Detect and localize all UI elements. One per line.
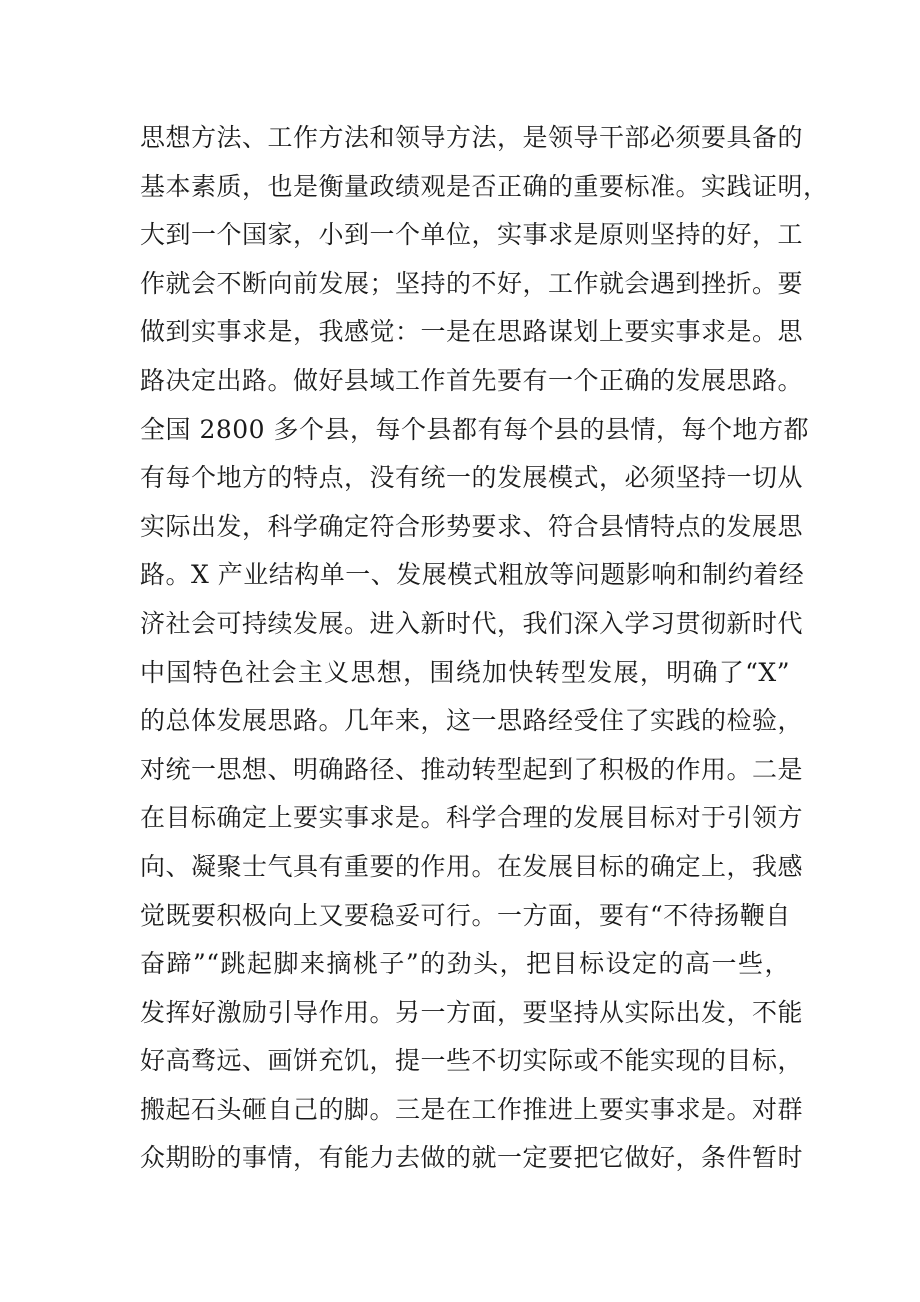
text-line-15: 在目标确定上要实事求是。科学合理的发展目标对于引领方 <box>140 803 804 833</box>
text-line-1: 思想方法、工作方法和领导方法，是领导干部必须要具备的 <box>140 123 804 152</box>
text-line-9: 实际出发，科学确定符合形势要求、符合县情特点的发展思 <box>140 511 804 541</box>
text-line-10: 路。X 产业结构单一、发展模式粗放等问题影响和制约着经 <box>140 560 805 590</box>
text-line-22: 众期盼的事情，有能力去做的就一定要把它做好，条件暂时 <box>140 1143 804 1173</box>
text-line-3: 大到一个国家，小到一个单位，实事求是原则坚持的好，工 <box>140 220 804 250</box>
text-line-17: 觉既要积极向上又要稳妥可行。一方面，要有“不待扬鞭自 <box>140 900 791 930</box>
text-line-21: 搬起石头砸自己的脚。三是在工作推进上要实事求是。对群 <box>140 1094 804 1124</box>
body-paragraph <box>140 114 829 1183</box>
text-line-13: 的总体发展思路。几年来，这一思路经受住了实践的检验， <box>140 706 804 736</box>
text-line-12: 中国特色社会主义思想，围绕加快转型发展，明确了“X” <box>140 657 790 687</box>
text-line-5: 做到实事求是，我感觉：一是在思路谋划上要实事求是。思 <box>140 317 804 347</box>
text-line-14: 对统一思想、明确路径、推动转型起到了积极的作用。二是 <box>140 754 804 784</box>
text-line-2: 基本素质，也是衡量政绩观是否正确的重要标准。实践证明， <box>140 171 829 201</box>
text-line-6: 路决定出路。做好县域工作首先要有一个正确的发展思路。 <box>140 365 804 395</box>
text-line-7: 全国 2800 多个县，每个县都有每个县的县情，每个地方都 <box>140 414 810 444</box>
text-line-18: 奋蹄”“跳起脚来摘桃子”的劲头，把目标设定的高一些， <box>140 949 790 979</box>
text-line-8: 有每个地方的特点，没有统一的发展模式，必须坚持一切从 <box>140 463 804 493</box>
text-line-11: 济社会可持续发展。进入新时代，我们深入学习贯彻新时代 <box>140 608 804 638</box>
text-line-20: 好高骛远、画饼充饥，提一些不切实际或不能实现的目标， <box>140 1046 804 1076</box>
text-line-4: 作就会不断向前发展；坚持的不好，工作就会遇到挫折。要 <box>140 268 804 298</box>
text-line-16: 向、凝聚士气具有重要的作用。在发展目标的确定上，我感 <box>140 851 804 881</box>
text-line-19: 发挥好激励引导作用。另一方面，要坚持从实际出发，不能 <box>140 997 804 1027</box>
